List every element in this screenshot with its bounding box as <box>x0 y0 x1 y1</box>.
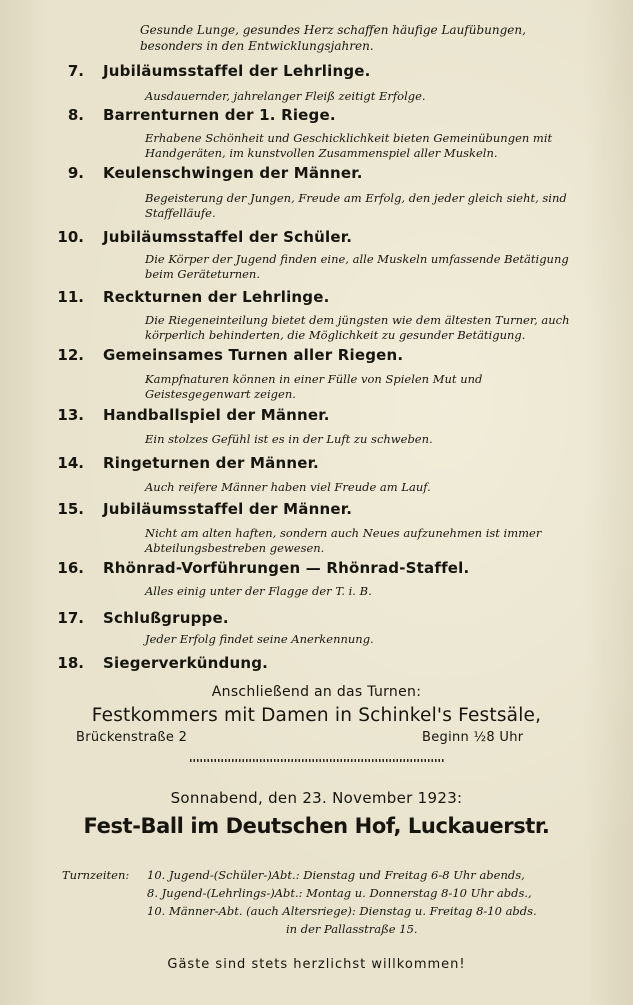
program-item-number: 10. <box>57 228 84 246</box>
turnzeiten-line: in der Pallasstraße 15. <box>286 922 418 936</box>
program-item-title: Rhönrad-Vorführungen — Rhönrad-Staffel. <box>103 559 470 577</box>
program-item-number: 9. <box>67 164 84 182</box>
turnzeiten-line: 10. Männer-Abt. (auch Altersriege): Dienstag u. Freitag 8-10 abds. <box>147 904 537 918</box>
program-item-description: Ausdauernder, jahrelanger Fleiß zeitigt Erfolge. <box>145 89 426 103</box>
program-item-title: Siegerverkündung. <box>103 654 269 672</box>
dotted-divider <box>190 759 445 762</box>
program-item-title: Gemeinsames Turnen aller Riegen. <box>103 346 404 364</box>
after-subtitle: Anschließend an das Turnen: <box>211 684 422 700</box>
ball-title: Fest-Ball im Deutschen Hof, Luckauerstr. <box>83 814 550 838</box>
turnzeiten-label: Turnzeiten: <box>62 868 130 882</box>
program-item-title: Keulenschwingen der Männer. <box>103 164 363 182</box>
program-item-number: 12. <box>57 346 84 364</box>
turnzeiten-line: 10. Jugend-(Schüler-)Abt.: Dienstag und Freitag 6-8 Uhr abends, <box>147 868 525 882</box>
festkommers-time: Beginn ½8 Uhr <box>422 730 524 745</box>
program-item-title: Jubiläumsstaffel der Männer. <box>103 500 353 518</box>
festkommers-address: Brückenstraße 2 <box>76 730 188 745</box>
program-item-number: 11. <box>57 288 84 306</box>
program-item-number: 13. <box>57 406 84 424</box>
program-item-number: 16. <box>57 559 84 577</box>
intro-description: Gesunde Lunge, gesundes Herz schaffen häufige Laufübungen, besonders in den Entwicklungsjahren. <box>140 23 526 53</box>
turnzeiten-line: 8. Jugend-(Lehrlings-)Abt.: Montag u. Donnerstag 8-10 Uhr abds., <box>147 886 532 900</box>
program-item-number: 15. <box>57 500 84 518</box>
program-item-number: 14. <box>57 454 84 472</box>
program-item-title: Handballspiel der Männer. <box>103 406 330 424</box>
program-item-description: Begeisterung der Jungen, Freude am Erfolg, den jeder gleich sieht, sind Staffelläufe. <box>145 191 567 220</box>
program-item-description: Auch reifere Männer haben viel Freude am Lauf. <box>145 480 431 494</box>
program-item-number: 8. <box>67 106 84 124</box>
program-item-description: Alles einig unter der Flagge der T. i. B. <box>145 584 372 598</box>
program-item-title: Schlußgruppe. <box>103 609 229 627</box>
program-item-title: Jubiläumsstaffel der Schüler. <box>103 228 353 246</box>
program-item-description: Nicht am alten haften, sondern auch Neues aufzunehmen ist immer Abteilungsbestreben gewesen. <box>145 526 542 555</box>
ball-date: Sonnabend, den 23. November 1923: <box>170 789 463 807</box>
program-item-number: 17. <box>57 609 84 627</box>
program-item-description: Kampfnaturen können in einer Fülle von Spielen Mut und Geistesgegenwart zeigen. <box>145 372 483 401</box>
program-item-description: Jeder Erfolg findet seine Anerkennung. <box>145 632 374 646</box>
festkommers-headline: Festkommers mit Damen in Schinkel's Festsäle, <box>91 705 542 726</box>
program-item-title: Ringeturnen der Männer. <box>103 454 319 472</box>
program-item-description: Erhabene Schönheit und Geschicklichkeit bieten Gemeinübungen mit Handgeräten, im kunstvollen Zusammenspiel aller Muskeln. <box>145 131 553 160</box>
welcome-text: Gäste sind stets herzlichst willkommen! <box>167 957 466 972</box>
program-item-number: 7. <box>67 62 84 80</box>
program-item-number: 18. <box>57 654 84 672</box>
program-item-title: Reckturnen der Lehrlinge. <box>103 288 330 306</box>
program-item-title: Jubiläumsstaffel der Lehrlinge. <box>103 62 371 80</box>
program-item-title: Barrenturnen der 1. Riege. <box>103 106 336 124</box>
program-item-description: Die Körper der Jugend finden eine, alle Muskeln umfassende Betätigung beim Geräteturnen. <box>145 252 569 281</box>
program-item-description: Ein stolzes Gefühl ist es in der Luft zu schweben. <box>145 432 433 446</box>
program-item-description: Die Riegeneinteilung bietet dem jüngsten wie dem ältesten Turner, auch körperlich behinderten, die Möglichkeit zu gesunder Betätigung. <box>145 313 570 342</box>
